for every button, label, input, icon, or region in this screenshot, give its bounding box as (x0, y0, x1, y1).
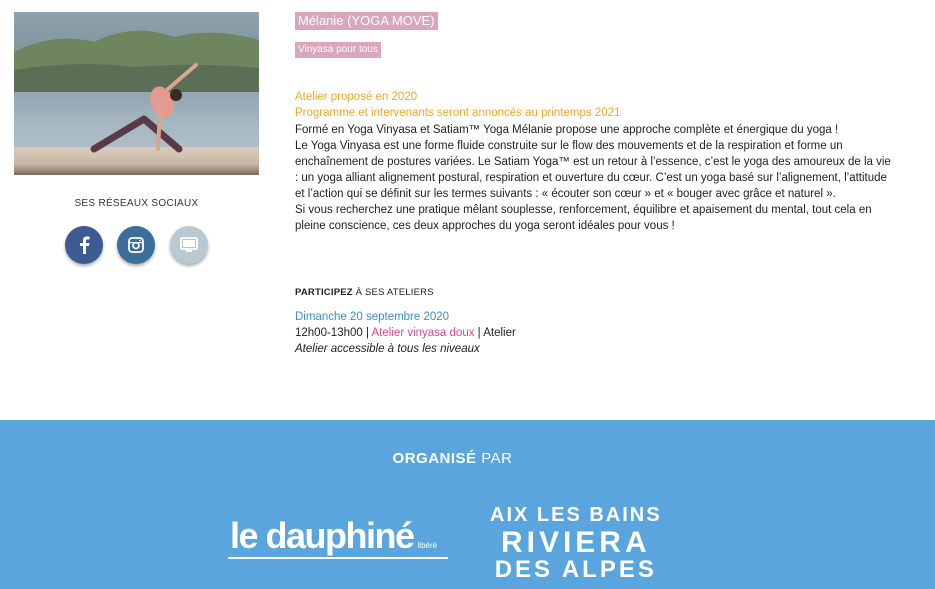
event-details (295, 327, 516, 339)
social-networks-title: SES RÉSEAUX SOCIAUX (74, 198, 199, 209)
workshops-heading-bold: PARTICIPEZ (295, 287, 353, 298)
event-date: Dimanche 20 septembre 2020 (295, 311, 450, 323)
workshops-heading-rest: À SES ATELIERS (352, 287, 434, 298)
aix-logo-line-2: RIVIERA (500, 526, 651, 559)
instructor-description (295, 122, 895, 234)
le-dauphine-logo-text: le dauphiné (230, 515, 414, 556)
le-dauphine-libere-text: libéré (417, 541, 438, 550)
instructor-name-tag: Mélanie (YOGA MOVE) (295, 12, 438, 30)
yoga-pose-figure (84, 57, 204, 157)
yoga-photo (14, 12, 259, 175)
event-separator: | (362, 327, 372, 339)
facebook-button[interactable] (65, 226, 103, 264)
yoga-style-tag: Vinyasa pour tous (295, 42, 381, 58)
instagram-button[interactable] (117, 226, 155, 264)
logo-underline (228, 557, 448, 559)
organized-by-heading (0, 450, 905, 467)
aix-logo-line-1: AIX LES BAINS (490, 504, 662, 526)
event-level-note: Atelier accessible à tous les niveaux (295, 343, 480, 355)
instagram-icon (128, 237, 144, 253)
event-title-link[interactable]: Atelier vinyasa doux (371, 327, 475, 339)
organizer-footer (0, 420, 935, 589)
description-paragraph: Si vous recherchez une pratique mêlant souplesse, renforcement, équilibre et apaisement du mental, tout cela en pleine conscience, ces deux approches du yoga seront idéales pour vous ! (295, 204, 872, 232)
aix-les-bains-logo[interactable] (490, 502, 662, 583)
event-time: 12h00-13h00 (295, 327, 363, 339)
description-paragraph: Formé en Yoga Vinyasa et Satiam™ Yoga Mélanie propose une approche complète et énergique du yoga ! (295, 124, 839, 136)
event-type: Atelier (483, 327, 516, 339)
facebook-icon (77, 236, 91, 254)
description-paragraph: Le Yoga Vinyasa est une forme fluide construite sur le flow des mouvements et de la respiration et forme un enchaînement de postures variées. Le Satiam Yoga™ est un retour à l’essence, c’est le yoga des amoureux de la vie : un yoga alliant alignement postural, respiration et ouverture du cœur. C’est un yoga basé sur l’alignement, l’attitude et l’action qui se définit sur les termes suivants : « écouter son cœur » et « bouger avec grâce et naturel ». (295, 140, 891, 200)
program-announcement-notice: Programme et intervenants seront annoncés au printemps 2021 (295, 107, 621, 119)
website-button[interactable] (170, 226, 208, 264)
organized-by-rest: PAR (476, 450, 513, 467)
organized-by-bold: ORGANISÉ (392, 450, 477, 467)
workshops-heading (295, 287, 434, 298)
workshop-year-notice: Atelier proposé en 2020 (295, 91, 418, 103)
website-icon (180, 237, 198, 253)
aix-logo-line-3: DES ALPES (494, 556, 657, 583)
event-separator: | (474, 327, 484, 339)
